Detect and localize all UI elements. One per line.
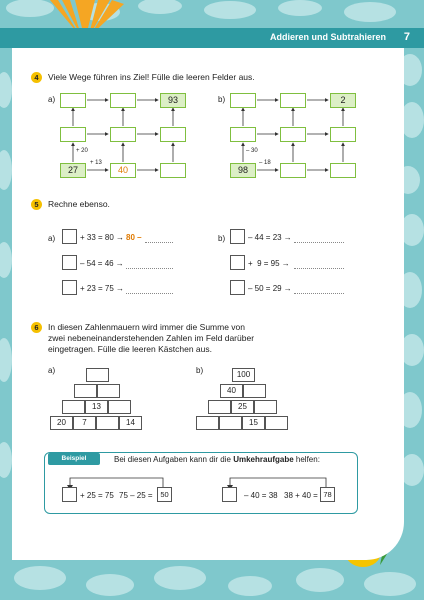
answer-line-5a-3[interactable]	[126, 293, 173, 294]
arrow-right-label-a: + 13	[90, 160, 102, 166]
task-6-instruction-line-1: In diesen Zahlenmauern wird immer die Summe von	[48, 322, 246, 332]
page-number: 7	[403, 31, 410, 43]
equation-5b-2: + 9 = 95 →	[248, 259, 290, 268]
equation-5a-2: – 54 = 46 →	[80, 259, 124, 268]
grid-box-a-r2c2[interactable]	[110, 127, 136, 142]
pyramid-a-brick-r2-2[interactable]	[97, 384, 120, 398]
example-title-bold: Umkehraufgabe	[233, 455, 294, 464]
task-5a-label: a)	[48, 234, 56, 243]
pyramid-a-brick-r2-1[interactable]	[74, 384, 97, 398]
grid-box-a-r1c2[interactable]	[110, 93, 136, 108]
grid-box-b-r3c2[interactable]	[280, 163, 306, 178]
pyramid-a-brick-r3-3[interactable]	[108, 400, 131, 414]
answer-square-5a-1[interactable]	[62, 229, 77, 244]
grid-box-a-r1c3: 93	[160, 93, 186, 108]
pyramid-b-brick-r3-1[interactable]	[208, 400, 231, 414]
grid-box-a-r3c2: 40	[110, 163, 136, 178]
example-right-equation: – 40 = 38	[244, 491, 278, 500]
task-6a-label: a)	[48, 366, 56, 375]
pyramid-b-brick-r4-2[interactable]	[219, 416, 242, 430]
equation-5b-1: – 44 = 23 →	[248, 233, 292, 242]
grid-box-b-r3c1: 98	[230, 163, 256, 178]
answer-line-5b-3[interactable]	[294, 293, 344, 294]
task-5b-label: b)	[218, 234, 226, 243]
example-title-prefix: Bei diesen Aufgaben kann dir die	[114, 455, 234, 464]
grid-box-a-r3c3[interactable]	[160, 163, 186, 178]
task-number-6: 6	[31, 322, 42, 333]
answer-line-5b-2[interactable]	[294, 268, 344, 269]
grid-box-a-r2c1[interactable]	[60, 127, 86, 142]
pyramid-a-brick-r1-1[interactable]	[86, 368, 109, 382]
pyramid-b-brick-r2-2[interactable]	[243, 384, 266, 398]
pyramid-b-brick-r3-2: 25	[231, 400, 254, 414]
task-5-instruction: Rechne ebenso.	[48, 199, 110, 209]
example-left-answer: 50	[157, 487, 172, 502]
arrow-up-label-a: + 20	[76, 148, 88, 154]
pyramid-b-brick-r4-1[interactable]	[196, 416, 219, 430]
task-6-instruction-line-3: eingetragen. Fülle die leeren Kästchen aus.	[48, 344, 212, 354]
pyramid-b-brick-r1-1: 100	[232, 368, 255, 382]
pyramid-a-brick-r4-2: 7	[73, 416, 96, 430]
pyramid-b-brick-r4-4[interactable]	[265, 416, 288, 430]
pyramid-a-brick-r4-1: 20	[50, 416, 73, 430]
arrow-right-label-b: – 18	[259, 160, 271, 166]
grid-box-b-r1c3: 2	[330, 93, 356, 108]
task-4b-label: b)	[218, 95, 226, 104]
pyramid-b-brick-r4-3: 15	[242, 416, 265, 430]
grid-box-b-r1c1[interactable]	[230, 93, 256, 108]
grid-box-b-r1c2[interactable]	[280, 93, 306, 108]
equation-5b-3: – 50 = 29 →	[248, 284, 292, 293]
task-6-instruction-line-2: zwei nebeneinanderstehenden Zahlen im Feld darüber	[48, 333, 255, 343]
example-left-check: 75 – 25 =	[119, 491, 153, 500]
example-left-equation: + 25 = 75	[80, 491, 114, 500]
pyramid-a-brick-r3-1[interactable]	[62, 400, 85, 414]
grid-box-b-r2c3[interactable]	[330, 127, 356, 142]
example-right-answer: 78	[320, 487, 335, 502]
example-tag: Beispiel	[48, 453, 100, 465]
answer-square-5b-1[interactable]	[230, 229, 245, 244]
task-4a-label: a)	[48, 95, 56, 104]
pyramid-a-brick-r3-2: 13	[85, 400, 108, 414]
pyramid-a-brick-r4-3[interactable]	[96, 416, 119, 430]
pyramid-b-brick-r3-3[interactable]	[254, 400, 277, 414]
example-title-suffix: helfen:	[293, 455, 320, 464]
answer-line-5b-1[interactable]	[294, 242, 344, 243]
grid-box-b-r2c2[interactable]	[280, 127, 306, 142]
task-number-5: 5	[31, 199, 42, 210]
answer-square-5b-3[interactable]	[230, 280, 245, 295]
answer-square-5b-2[interactable]	[230, 255, 245, 270]
chapter-title: Addieren und Subtrahieren	[269, 32, 386, 42]
grid-box-a-r1c1[interactable]	[60, 93, 86, 108]
example-title	[114, 455, 320, 464]
example-right-check: 38 + 40 =	[284, 491, 318, 500]
example-right-square	[222, 487, 237, 502]
grid-box-b-r3c3[interactable]	[330, 163, 356, 178]
pyramid-a-brick-r4-4: 14	[119, 416, 142, 430]
answer-line-5a-1[interactable]	[145, 242, 173, 243]
equation-5a-3: + 23 = 75 →	[80, 284, 125, 293]
grid-box-a-r2c3[interactable]	[160, 127, 186, 142]
pyramid-b-brick-r2-1: 40	[220, 384, 243, 398]
answer-line-5a-2[interactable]	[126, 268, 173, 269]
arrow-up-label-b: – 30	[246, 148, 258, 154]
task-4-instruction: Viele Wege führen ins Ziel! Fülle die leeren Felder aus.	[48, 72, 255, 82]
grid-box-b-r2c1[interactable]	[230, 127, 256, 142]
answer-5a-1: 80 –	[126, 233, 142, 242]
answer-square-5a-3[interactable]	[62, 280, 77, 295]
task-number-4: 4	[31, 72, 42, 83]
task-6b-label: b)	[196, 366, 204, 375]
answer-square-5a-2[interactable]	[62, 255, 77, 270]
grid-box-a-r3c1: 27	[60, 163, 86, 178]
example-left-square	[62, 487, 77, 502]
equation-5a-1: + 33 = 80 →	[80, 233, 125, 242]
